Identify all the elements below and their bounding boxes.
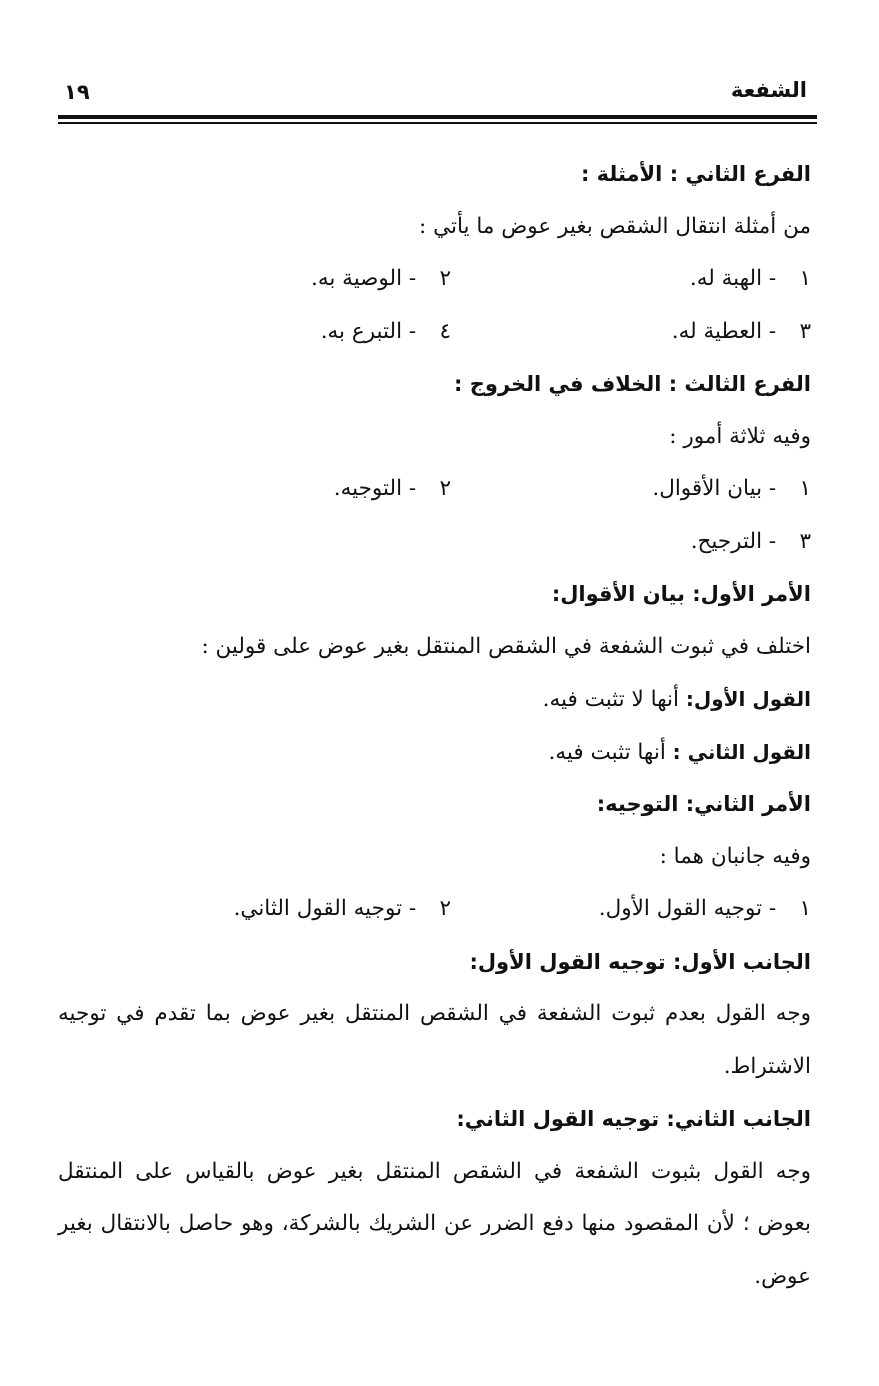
side-1-paragraph: وجه القول بعدم ثبوت الشفعة في الشقص المنتقل بغير عوض بما تقدم في توجيه الاشتراط. [58,1001,811,1079]
list-item: ٢ - الوصية به. [310,266,451,291]
page-body [58,148,811,1303]
list-item: ١ - توجيه القول الأول. [598,896,811,921]
heading-side-2: الجانب الثاني: توجيه القول الثاني: [456,1107,811,1131]
examples-row-2 [58,306,811,359]
running-title: الشفعة [730,78,807,102]
second-matter-intro: وفيه جانبان هما : [659,843,811,869]
examples-row-1 [58,253,811,306]
opinion-2 [58,726,811,779]
list-item: ٣ - العطية له. [671,318,811,344]
sides-row [58,883,811,936]
header-rule-thin [58,122,817,124]
examples-intro: من أمثلة انتقال الشقص بغير عوض ما يأتي : [419,213,811,239]
heading-dispute: الفرع الثالث : الخلاف في الخروج : [454,372,811,396]
opinion-1-label: القول الأول: [685,687,811,711]
list-item: ١ - الهبة له. [689,266,811,291]
opinion-2-text: أنها تثبت فيه. [548,739,673,765]
side-2-paragraph: وجه القول بثبوت الشفعة في الشقص المنتقل بغير عوض بالقياس على المنتقل بعوض ؛ لأن المقصود منها دفع الضرر عن الشريك بالشركة، وهو حاصل بالانتقال بغير عوض. [58,1158,811,1289]
heading-second-matter: الأمر الثاني: التوجيه: [596,792,811,816]
heading-first-matter: الأمر الأول: بيان الأقوال: [551,582,811,606]
heading-examples: الفرع الثاني : الأمثلة : [580,162,811,186]
list-item: ١ - بيان الأقوال. [652,476,811,501]
list-item: ٢ - التوجيه. [333,476,451,501]
opinion-1 [58,673,811,726]
page-header [58,78,807,112]
opinion-2-label: القول الثاني : [672,739,811,764]
dispute-row-2 [58,516,811,569]
list-item: ٤ - التبرع به. [320,318,451,344]
heading-side-1: الجانب الأول: توجيه القول الأول: [469,949,811,974]
header-rule-thick [58,115,817,119]
dispute-row-1 [58,463,811,516]
opinion-1-text: أنها لا تثبت فيه. [542,687,686,712]
page-number: ١٩ [64,80,90,104]
list-item: ٣ - الترجيح. [690,528,811,554]
dispute-intro: وفيه ثلاثة أمور : [669,423,811,449]
list-item: ٢ - توجيه القول الثاني. [233,896,451,921]
first-matter-text: اختلف في ثبوت الشفعة في الشقص المنتقل بغير عوض على قولين : [201,633,811,659]
